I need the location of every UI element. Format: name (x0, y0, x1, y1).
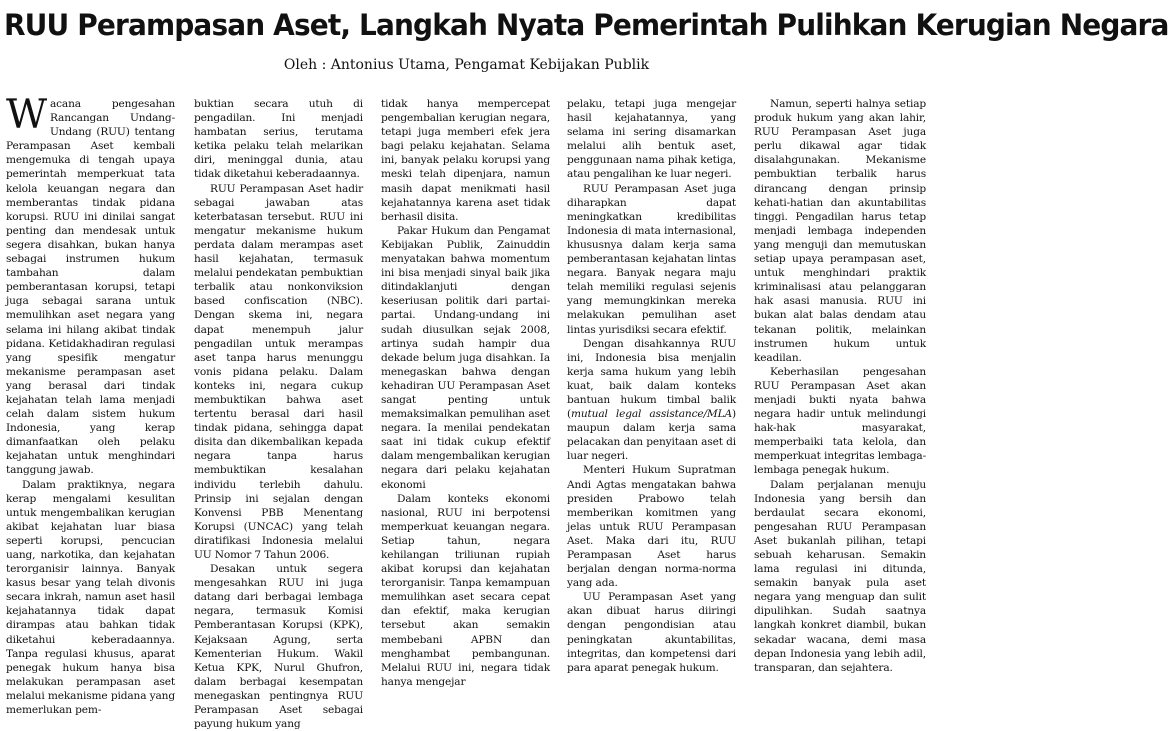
article-paragraph: tidak hanya mempercepat pengembalian kerugian negara, tetapi juga memberi efek jera bagi pelaku kejahatan. Selama ini, banyak pelaku korupsi yang meski telah dipenjara, namun masih dapat menikmati hasil kejahatannya karena aset tidak berhasil disita. (381, 98, 550, 223)
article-paragraph (567, 337, 736, 464)
paragraph-text: ) maupun dalam kerja sama pelacakan dan penyitaan aset di luar negeri. (567, 408, 736, 463)
article-byline: Oleh : Antonius Utama, Pengamat Kebijakan Publik (283, 57, 650, 73)
italic-term: mutual legal assistance/MLA (570, 408, 733, 421)
article-column-4 (567, 97, 736, 674)
article-paragraph: UU Perampasan Aset yang akan dibuat harus diiringi dengan pengondisian atau peningkatan akuntabilitas, integritas, dan kompetensi dari para aparat penegak hukum. (567, 591, 736, 674)
article-paragraph (6, 92, 175, 478)
article-paragraph: Dalam praktiknya, negara kerap mengalami kesulitan untuk mengembalikan kerugian akibat kejahatan luar biasa seperti korupsi, pencucian uang, narkotika, dan kejahatan terorganisir lainnya. Banyak kasus besar yang telah divonis secara inkrah, namun aset hasil kejahatannya tidak dapat dirampas atau bahkan tidak diketahui keberadaannya. Tanpa regulasi khusus, aparat penegak hukum hanya bisa melakukan perampasan aset melalui mekanisme pidana yang memerlukan pem- (6, 478, 175, 717)
article-column-1 (6, 92, 175, 717)
article-headline: RUU Perampasan Aset, Langkah Nyata Pemerintah Pulihkan Kerugian Negara (4, 8, 1169, 42)
article-paragraph: Dalam konteks ekonomi nasional, RUU ini berpotensi memperkuat keuangan negara. Setiap tahun, negara kehilangan triliunan rupiah akibat korupsi dan kejahatan terorganisir. Tanpa kemampuan memulihkan aset secara cepat dan efektif, maka kerugian tersebut akan semakin membebani APBN dan menghambat pembangunan. Melalui RUU ini, negara tidak hanya mengejar (381, 492, 550, 688)
article-paragraph: Menteri Hukum Supratman Andi Agtas mengatakan bahwa presiden Prabowo telah memberikan komitmen yang jelas untuk RUU Perampasan Aset. Maka dari itu, RUU Perampasan Aset harus berjalan dengan norma-norma yang ada. (567, 464, 736, 590)
paragraph-text: Dengan disahkannya RUU ini, Indonesia bisa menjalin kerja sama hukum yang lebih kuat, baik dalam konteks bantuan hukum timbal balik ( (567, 337, 736, 421)
article-column-2 (194, 97, 363, 731)
article-paragraph: Keberhasilan pengesahan RUU Perampasan Aset akan menjadi bukti nyata bahwa negara hadir untuk melindungi hak-hak masyarakat, memperbaiki tata kelola, dan memperkuat integritas lembaga-lembaga penegak hukum. (754, 365, 926, 477)
article-paragraph: Namun, seperti halnya setiap produk hukum yang akan lahir, RUU Perampasan Aset juga perlu dikawal agar tidak disalahgunakan. Mekanisme pembuktian terbalik harus dirancang dengan prinsip kehati-hatian dan akuntabilitas tinggi. Pengadilan harus tetap menjadi lembaga independen yang menguji dan memutuskan setiap upaya perampasan aset, untuk menghindari praktik kriminalisasi atau pelanggaran hak asasi manusia. RUU ini bukan alat balas dendam atau tekanan politik, melainkan instrumen hukum untuk keadilan. (754, 98, 926, 364)
article-paragraph: RUU Perampasan Aset juga diharapkan dapat meningkatkan kredibilitas Indonesia di mata internasional, khususnya dalam kerja sama pemberantasan kejahatan lintas negara. Banyak negara maju telah memiliki regulasi sejenis yang memungkinkan mereka melakukan pemulihan aset lintas yurisdiksi secara efektif. (567, 182, 736, 336)
article-paragraph: Desakan untuk segera mengesahkan RUU ini juga datang dari berbagai lembaga negara, termasuk Komisi Pemberantasan Korupsi (KPK), Kejaksaan Agung, serta Kementerian Hukum. Wakil Ketua KPK, Nurul Ghufron, dalam berbagai kesempatan menegaskan pentingnya RUU Perampasan Aset sebagai payung hukum yang (194, 563, 363, 731)
article-paragraph: pelaku, tetapi juga mengejar hasil kejahatannya, yang selama ini sering disamarkan melalui alih bentuk aset, penggunaan nama pihak ketiga, atau pengalihan ke luar negeri. (567, 98, 736, 181)
article-paragraph: Pakar Hukum dan Pengamat Kebijakan Publik, Zainuddin menyatakan bahwa momentum ini bisa menjadi sinyal baik jika ditindaklanjuti dengan keseriusan politik dari partai-partai. Undang-undang ini sudah diusulkan sejak 2008, artinya sudah hampir dua dekade belum juga disahkan. Ia menegaskan bahwa dengan kehadiran UU Perampasan Aset sangat penting untuk memaksimalkan pemulihan aset negara. Ia menilai pendekatan saat ini tidak cukup efektif dalam mengembalikan kerugian negara dari pelaku kejahatan ekonomi (381, 224, 550, 491)
article-paragraph: buktian secara utuh di pengadilan. Ini menjadi hambatan serius, terutama ketika pelaku telah melarikan diri, meninggal dunia, atau tidak diketahui keberadaannya. (194, 98, 363, 181)
drop-cap: W (6, 92, 47, 138)
article-column-3 (381, 97, 550, 688)
article-paragraph: Dalam perjalanan menuju Indonesia yang bersih dan berdaulat secara ekonomi, pengesahan RUU Perampasan Aset bukanlah pilihan, tetapi sebuah keharusan. Semakin lama regulasi ini ditunda, semakin banyak pula aset negara yang menguap dan sulit dipulihkan. Sudah saatnya langkah konkret diambil, bukan sekadar wacana, demi masa depan Indonesia yang lebih adil, transparan, dan sejahtera. (754, 478, 926, 674)
article-column-5 (754, 97, 926, 674)
paragraph-text: acana pengesahan Rancangan Undang-Undang (RUU) tentang Perampasan Aset kembali mengemuka di tengah upaya pemerintah memperkuat tata kelola keuangan negara dan memberantas tindak pidana korupsi. RUU ini dinilai sangat penting dan mendesak untuk segera disahkan, bukan hanya sebagai instrumen hukum tambahan dalam pemberantasan korupsi, tetapi juga sebagai sarana untuk memulihkan aset negara yang selama ini hilang akibat tindak pidana. Ketidakhadiran regulasi yang spesifik mengatur mekanisme perampasan aset yang berasal dari tindak kejahatan telah lama menjadi celah dalam sistem hukum Indonesia, yang kerap dimanfaatkan oleh pelaku kejahatan untuk menghindari tanggung jawab. (6, 98, 175, 477)
article-paragraph: RUU Perampasan Aset hadir sebagai jawaban atas keterbatasan tersebut. RUU ini mengatur mekanisme hukum perdata dalam merampas aset hasil kejahatan, termasuk melalui pendekatan pembuktian terbalik atau nonkonviksion based confiscation (NBC). Dengan skema ini, negara dapat menempuh jalur pengadilan untuk merampas aset tanpa harus menunggu vonis pidana pelaku. Dalam konteks ini, negara cukup membuktikan bahwa aset tertentu berasal dari hasil tindak pidana, sehingga dapat disita dan dikembalikan kepada negara tanpa harus membuktikan kesalahan individu terlebih dahulu. Prinsip ini sejalan dengan Konvensi PBB Menentang Korupsi (UNCAC) yang telah diratifikasi Indonesia melalui UU Nomor 7 Tahun 2006. (194, 182, 363, 561)
